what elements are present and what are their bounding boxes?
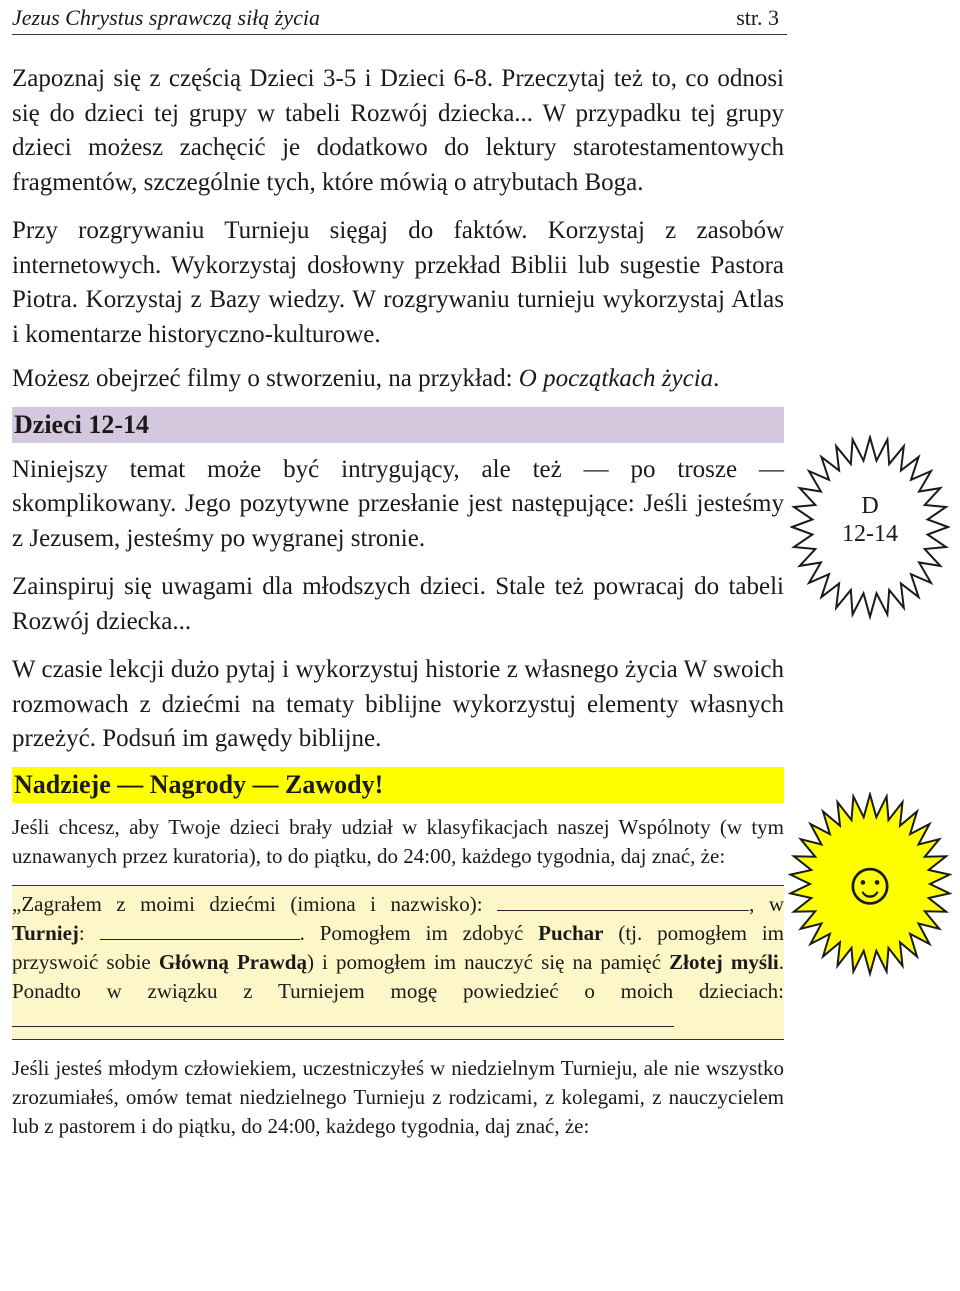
- age-group-badge: [790, 435, 950, 620]
- badge-age-range: 12-14: [842, 521, 898, 547]
- tournament-field[interactable]: [100, 919, 300, 940]
- paragraph-lesson: W czasie lekcji dużo pytaj i wykorzystuj historie z własnego życia W swoich rozmowach z dziećmi na tematy biblijne wykorzystuj elementy własnych przeżyć. Podsuń im gawędy biblijne.: [12, 656, 784, 752]
- children-names-field[interactable]: [497, 890, 749, 911]
- section-heading-hopes: Nadzieje — Nagrody — Zawody!: [12, 767, 784, 803]
- paragraph-inspire: Zainspiruj się uwagami dla młodszych dzieci. Stale też powracaj do tabeli Rozwój dziecka...: [12, 573, 784, 635]
- paragraph-classification: Jeśli chcesz, aby Twoje dzieci brały udział w klasyfikacjach naszej Wspólnoty (w tym uznawanych przez kuratoria), to do piątku, do 24:00, każdego tygodnia, daj znać, że:: [12, 814, 784, 868]
- header-title: Jezus Chrystus sprawczą siłą życia: [12, 5, 320, 30]
- badge-letter: D: [861, 493, 879, 519]
- running-header: [12, 4, 787, 35]
- children-notes-field[interactable]: [12, 1006, 674, 1027]
- paragraph-intro: Zapoznaj się z częścią Dzieci 3-5 i Dzieci 6-8. Przeczytaj też to, co odnosi się do dzieci tej grupy w tabeli Rozwój dziecka... W przypadku tej grupy dzieci możesz zachęcić je dodatkowo do lektury starotestamentowych fragmentów, szczególnie tych, które mówią o atrybutach Boga.: [12, 65, 784, 196]
- paragraph-tournament: Przy rozgrywaniu Turnieju sięgaj do faktów. Korzystaj z zasobów internetowych. Wykorzystaj dosłowny przekład Biblii lub sugestie Pastora Piotra. Korzystaj z Bazy wiedzy. W rozgrywaniu turnieju wykorzystaj Atlas i komentarze historyczno-kulturowe.: [12, 217, 784, 348]
- paragraph-topic: Niniejszy temat może być intrygujący, ale też — po trosze — skomplikowany. Jego pozytywne przesłanie jest następujące: Jeśli jesteśmy z Jezusem, jesteśmy po wygranej stronie.: [12, 455, 784, 552]
- main-column: [12, 62, 784, 1141]
- section-heading-12-14: Dzieci 12-14: [12, 407, 784, 443]
- smiley-face-icon: ☺: [838, 850, 902, 918]
- smiley-sun: [788, 792, 953, 977]
- page-number: str. 3: [736, 5, 779, 30]
- paragraph-films: Możesz obejrzeć filmy o stworzeniu, na przykład: O początkach życia.: [12, 365, 720, 392]
- report-form: „Zagrałem z moimi dziećmi (imiona i nazwisko): , w Turniej: . Pomogłem im zdobyć Puchar (tj. pomogłem im przyswoić sobie Główną Prawdą) i pomogłem im nauczyć się na pamięć Złotej myśli. Ponadto w związku z Turniejem mogę powiedzieć o moich dzieciach:: [12, 885, 784, 1040]
- film-title: O początkach życia: [518, 365, 714, 392]
- paragraph-young-person: Jeśli jesteś młodym człowiekiem, uczestniczyłeś w niedzielnym Turnieju, ale nie wszystko zrozumiałeś, omów temat niedzielnego Turnieju z rodzicami, z kolegami, z nauczycielem lub z pastorem i do piątku, do 24:00, każdego tygodnia, daj znać, że:: [12, 1055, 784, 1138]
